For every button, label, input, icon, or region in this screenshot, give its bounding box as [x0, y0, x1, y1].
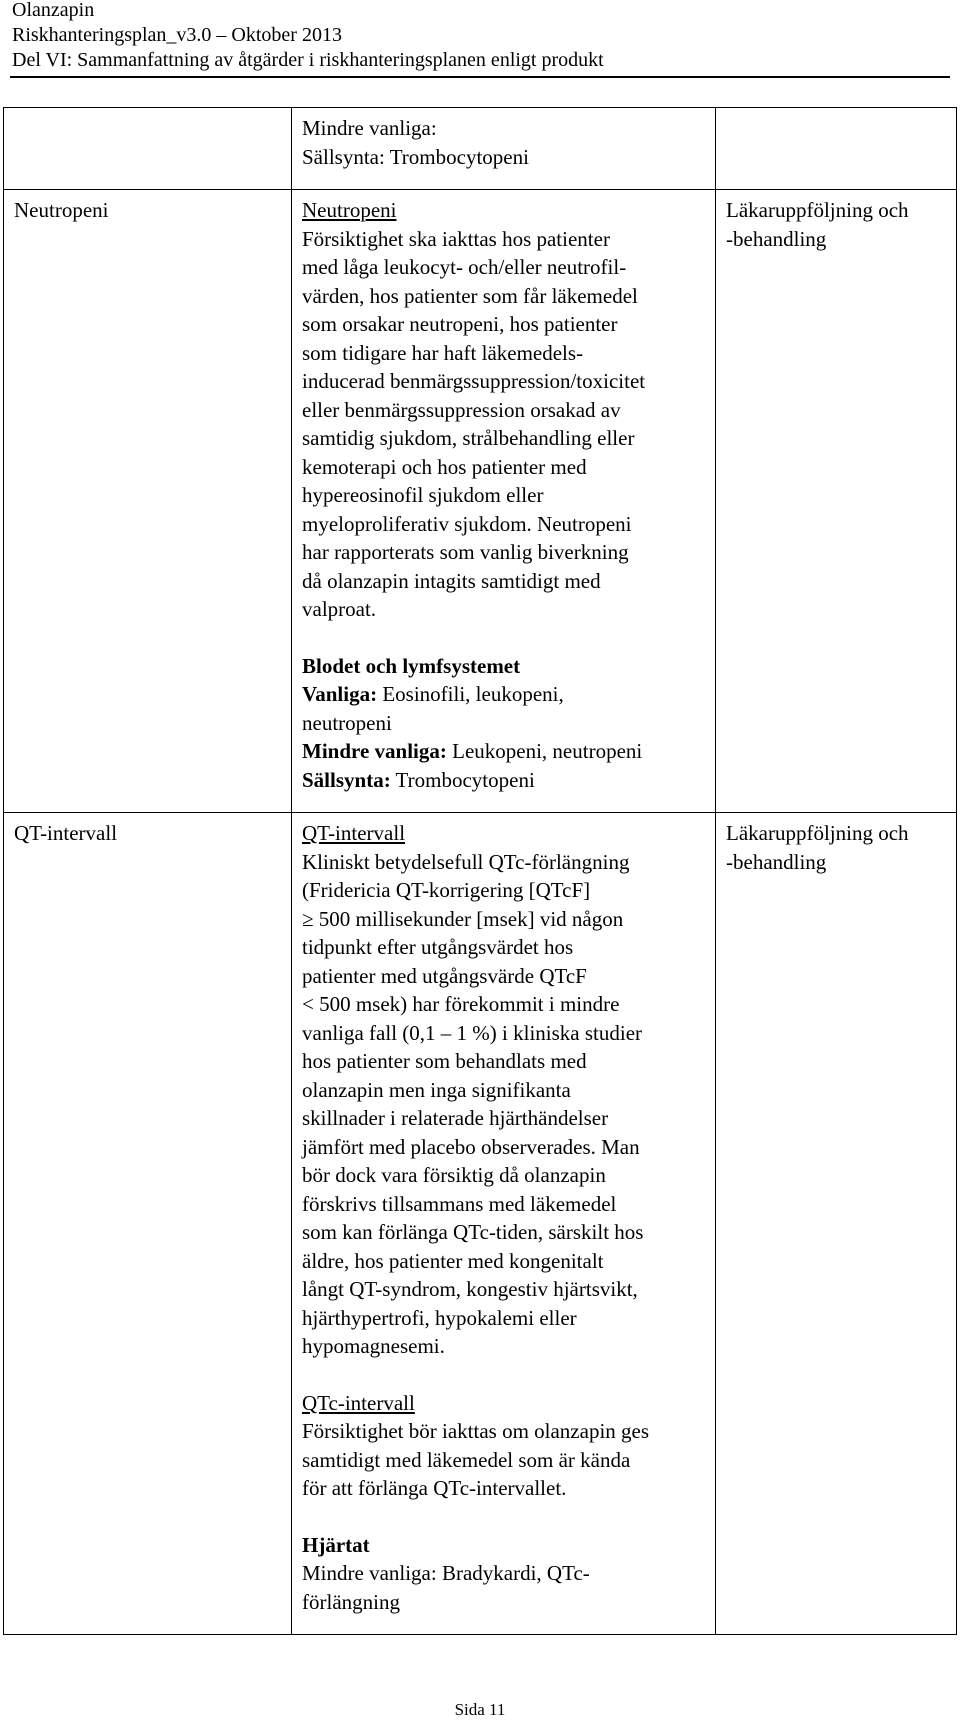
text-line: förskrivs tillsammans med läkemedel	[302, 1191, 617, 1216]
text-line: Mindre vanliga: Bradykardi, QTc-	[302, 1561, 590, 1585]
text-line: bör dock vara försiktig då olanzapin	[302, 1163, 606, 1187]
text-line: -behandling	[726, 849, 827, 874]
measure-cell	[716, 108, 957, 190]
text-line: förlängning	[302, 1589, 400, 1614]
text-line: vanliga fall (0,1 – 1 %) i kliniska studier	[302, 1020, 643, 1045]
text-line: Mindre vanliga:	[302, 116, 437, 140]
text-line: för att förlänga QTc-intervallet.	[302, 1476, 567, 1500]
section-heading: QT-intervall	[302, 821, 406, 845]
text-line: då olanzapin intagits samtidigt med	[302, 568, 601, 593]
text-line: kemoterapi och hos patienter med	[302, 454, 587, 479]
text-line: Läkaruppföljning och	[726, 198, 909, 222]
text-line: hjärthypertrofi, hypokalemi eller	[302, 1305, 577, 1330]
risk-cell	[4, 813, 292, 1635]
paragraph	[302, 196, 707, 624]
frequency-text: Trombocytopeni	[390, 767, 535, 792]
text-line: neutropeni	[302, 710, 392, 735]
frequency-label: Mindre vanliga:	[302, 739, 447, 763]
frequency-text: Eosinofili, leukopeni,	[377, 682, 564, 706]
information-cell	[292, 190, 716, 813]
text-line: Sällsynta: Trombocytopeni	[302, 144, 529, 169]
text-line: < 500 msek) har förekommit i mindre	[302, 992, 620, 1016]
text-line: eller benmärgssuppression orsakad av	[302, 397, 621, 422]
section-heading: Neutropeni	[302, 198, 397, 222]
header-section: Del VI: Sammanfattning av åtgärder i riskhanteringsplanen enligt produkt	[12, 49, 604, 71]
text-line: jämfört med placebo observerades. Man	[302, 1134, 640, 1159]
text-line: långt QT-syndrom, kongestiv hjärtsvikt,	[302, 1277, 638, 1301]
text-line: olanzapin men inga signifikanta	[302, 1077, 571, 1102]
risk-name: Neutropeni	[14, 198, 109, 222]
text-line: valproat.	[302, 597, 377, 621]
risk-cell	[4, 190, 292, 813]
risk-table	[3, 107, 957, 1635]
text-line: hypereosinofil sjukdom eller	[302, 483, 544, 507]
text-line: -behandling	[726, 226, 827, 251]
text-line: tidpunkt efter utgångsvärdet hos	[302, 935, 574, 959]
text-line: som kan förlänga QTc-tiden, särskilt hos	[302, 1220, 644, 1244]
frequency-label: Vanliga:	[302, 682, 378, 706]
text-line: Läkaruppföljning och	[726, 821, 909, 845]
paragraph	[302, 1389, 707, 1503]
text-line: myeloproliferativ sjukdom. Neutropeni	[302, 511, 632, 536]
text-line: skillnader i relaterade hjärthändelser	[302, 1106, 609, 1130]
text-line	[302, 737, 707, 766]
information-cell	[292, 108, 716, 190]
text-line: hos patienter som behandlats med	[302, 1049, 587, 1073]
text-line	[302, 766, 707, 795]
text-line: hypomagnesemi.	[302, 1334, 445, 1358]
header-divider	[10, 76, 950, 78]
text-line: äldre, hos patienter med kongenitalt	[302, 1248, 604, 1273]
information-cell	[292, 813, 716, 1635]
text-line: har rapporterats som vanlig biverkning	[302, 540, 629, 564]
text-line: (Fridericia QT-korrigering [QTcF]	[302, 878, 591, 902]
document-header	[12, 0, 952, 73]
text-line: ≥ 500 millisekunder [msek] vid någon	[302, 906, 624, 931]
header-product: Olanzapin	[12, 0, 95, 21]
paragraph	[302, 652, 707, 795]
text-line: inducerad benmärgssuppression/toxicitet	[302, 369, 646, 393]
organ-class-title: Blodet och lymfsystemet	[302, 653, 521, 678]
text-line: som tidigare har haft läkemedels-	[302, 340, 584, 365]
text-line: Kliniskt betydelsefull QTc-förlängning	[302, 849, 630, 874]
measure-cell	[716, 813, 957, 1635]
text-line: patienter med utgångsvärde QTcF	[302, 963, 587, 988]
text-line: som orsakar neutropeni, hos patienter	[302, 312, 618, 336]
text-line: Försiktighet ska iakttas hos patienter	[302, 226, 610, 251]
paragraph	[302, 819, 707, 1361]
organ-class-title: Hjärtat	[302, 1532, 370, 1557]
text-line: Försiktighet bör iakttas om olanzapin ges	[302, 1419, 650, 1443]
text-line: med låga leukocyt- och/eller neutrofil-	[302, 255, 627, 279]
text-line: samtidigt med läkemedel som är kända	[302, 1447, 631, 1472]
text-line	[302, 680, 707, 709]
text-line: värden, hos patienter som får läkemedel	[302, 283, 638, 308]
header-version: Riskhanteringsplan_v3.0 – Oktober 2013	[12, 24, 342, 46]
table-row	[4, 813, 957, 1635]
paragraph	[302, 1531, 707, 1617]
measure-cell	[716, 190, 957, 813]
frequency-label: Sällsynta:	[302, 767, 391, 792]
section-heading: QTc-intervall	[302, 1390, 415, 1415]
frequency-text: Leukopeni, neutropeni	[446, 739, 643, 763]
risk-name: QT-intervall	[14, 821, 118, 845]
page-number: Sida 11	[454, 1700, 506, 1719]
table-row	[4, 108, 957, 190]
text-line: samtidig sjukdom, strålbehandling eller	[302, 426, 635, 450]
table-row	[4, 190, 957, 813]
risk-cell	[4, 108, 292, 190]
